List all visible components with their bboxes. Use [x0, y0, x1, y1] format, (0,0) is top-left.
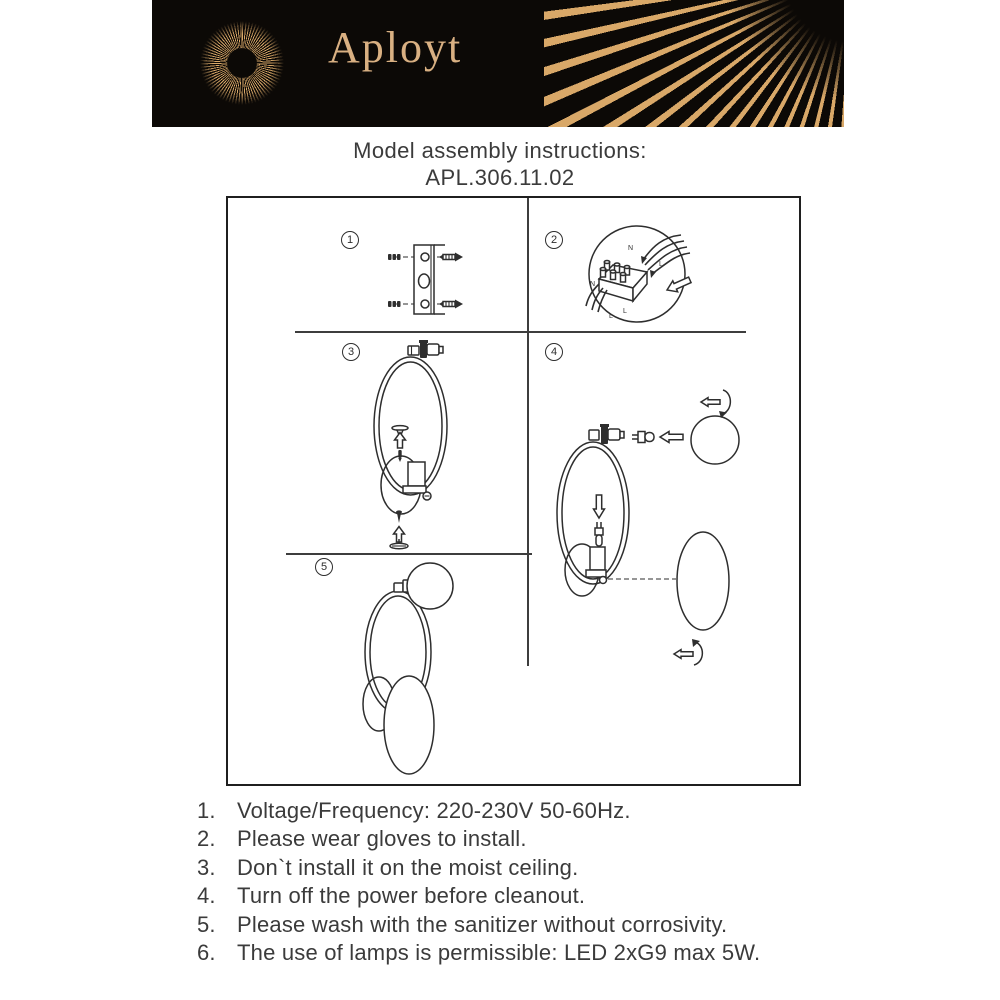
step-number-badge: 1 — [341, 231, 359, 249]
socket-assembly-icon — [408, 340, 443, 358]
list-item — [197, 825, 760, 853]
globe-shade — [691, 416, 739, 464]
step-number-badge: 5 — [315, 558, 333, 576]
wire-label-l: L — [659, 261, 663, 268]
instruction-list — [197, 797, 760, 967]
horizontal-divider-2 — [286, 553, 532, 555]
driver-box — [590, 547, 605, 570]
step-number-badge: 4 — [545, 343, 563, 361]
assembly-diagram-box — [226, 196, 801, 786]
list-item — [197, 911, 760, 939]
rotate-arrow-icon — [701, 390, 730, 418]
socket-assembly-icon — [589, 424, 624, 444]
wall-anchor-icon — [388, 254, 401, 307]
sunburst-logo-icon — [185, 6, 299, 120]
list-item — [197, 797, 760, 825]
insert-down-arrow-icon — [594, 495, 605, 518]
list-item — [197, 854, 760, 882]
step2-wiring-illustration — [583, 222, 695, 330]
item-number: 6. — [197, 940, 216, 966]
brand-banner — [152, 0, 844, 127]
item-text: Please wash with the sanitizer without corrosivity. — [237, 911, 728, 937]
item-text: Turn off the power before cleanout. — [237, 883, 586, 909]
step-number-badge: 3 — [342, 343, 360, 361]
rays-decoration — [544, 0, 844, 127]
g9-bulb-vertical-icon — [595, 522, 603, 546]
mount-bracket — [403, 486, 426, 493]
item-text: Don`t install it on the moist ceiling. — [237, 854, 579, 880]
step-number-badge: 2 — [545, 231, 563, 249]
brand-name: Aployt — [328, 23, 463, 72]
step1-bracket-illustration — [387, 240, 482, 335]
item-number: 1. — [197, 798, 216, 823]
item-text: Voltage/Frequency: 220-230V 50-60Hz. — [237, 798, 631, 823]
list-item — [197, 882, 760, 910]
horizontal-divider-1 — [295, 331, 746, 333]
item-number: 5. — [197, 911, 216, 937]
disc-shade — [384, 676, 434, 774]
screw-icon — [439, 253, 463, 309]
wire-label-l: L — [609, 313, 613, 320]
step3-mount-body-illustration — [370, 340, 455, 552]
step4-bulbs-shades-illustration — [543, 340, 748, 676]
rotate-arrow-icon — [674, 639, 702, 665]
insert-arrow-icon — [660, 432, 683, 443]
wire-label-n: N — [590, 281, 596, 288]
wire-label-n: N — [628, 245, 634, 252]
item-text: Please wear gloves to install. — [237, 826, 527, 852]
globe-shade — [407, 563, 453, 609]
driver-box — [408, 462, 425, 486]
g9-bulb-icon — [632, 432, 654, 443]
item-text: The use of lamps is permissible: LED 2xG9 max 5W. — [237, 940, 761, 966]
item-number: 4. — [197, 883, 216, 909]
list-item — [197, 939, 760, 967]
vertical-divider — [527, 198, 529, 666]
model-number: APL.306.11.02 — [425, 165, 575, 190]
wire-label-l: L — [623, 308, 627, 315]
page-title: Model assembly instructions: — [353, 138, 647, 163]
item-number: 3. — [197, 854, 216, 880]
item-number: 2. — [197, 826, 216, 852]
lock-screw — [600, 577, 607, 584]
disc-shade — [677, 532, 729, 630]
lower-screw-icon — [390, 510, 408, 548]
step5-assembled-lamp-illustration — [360, 557, 456, 779]
